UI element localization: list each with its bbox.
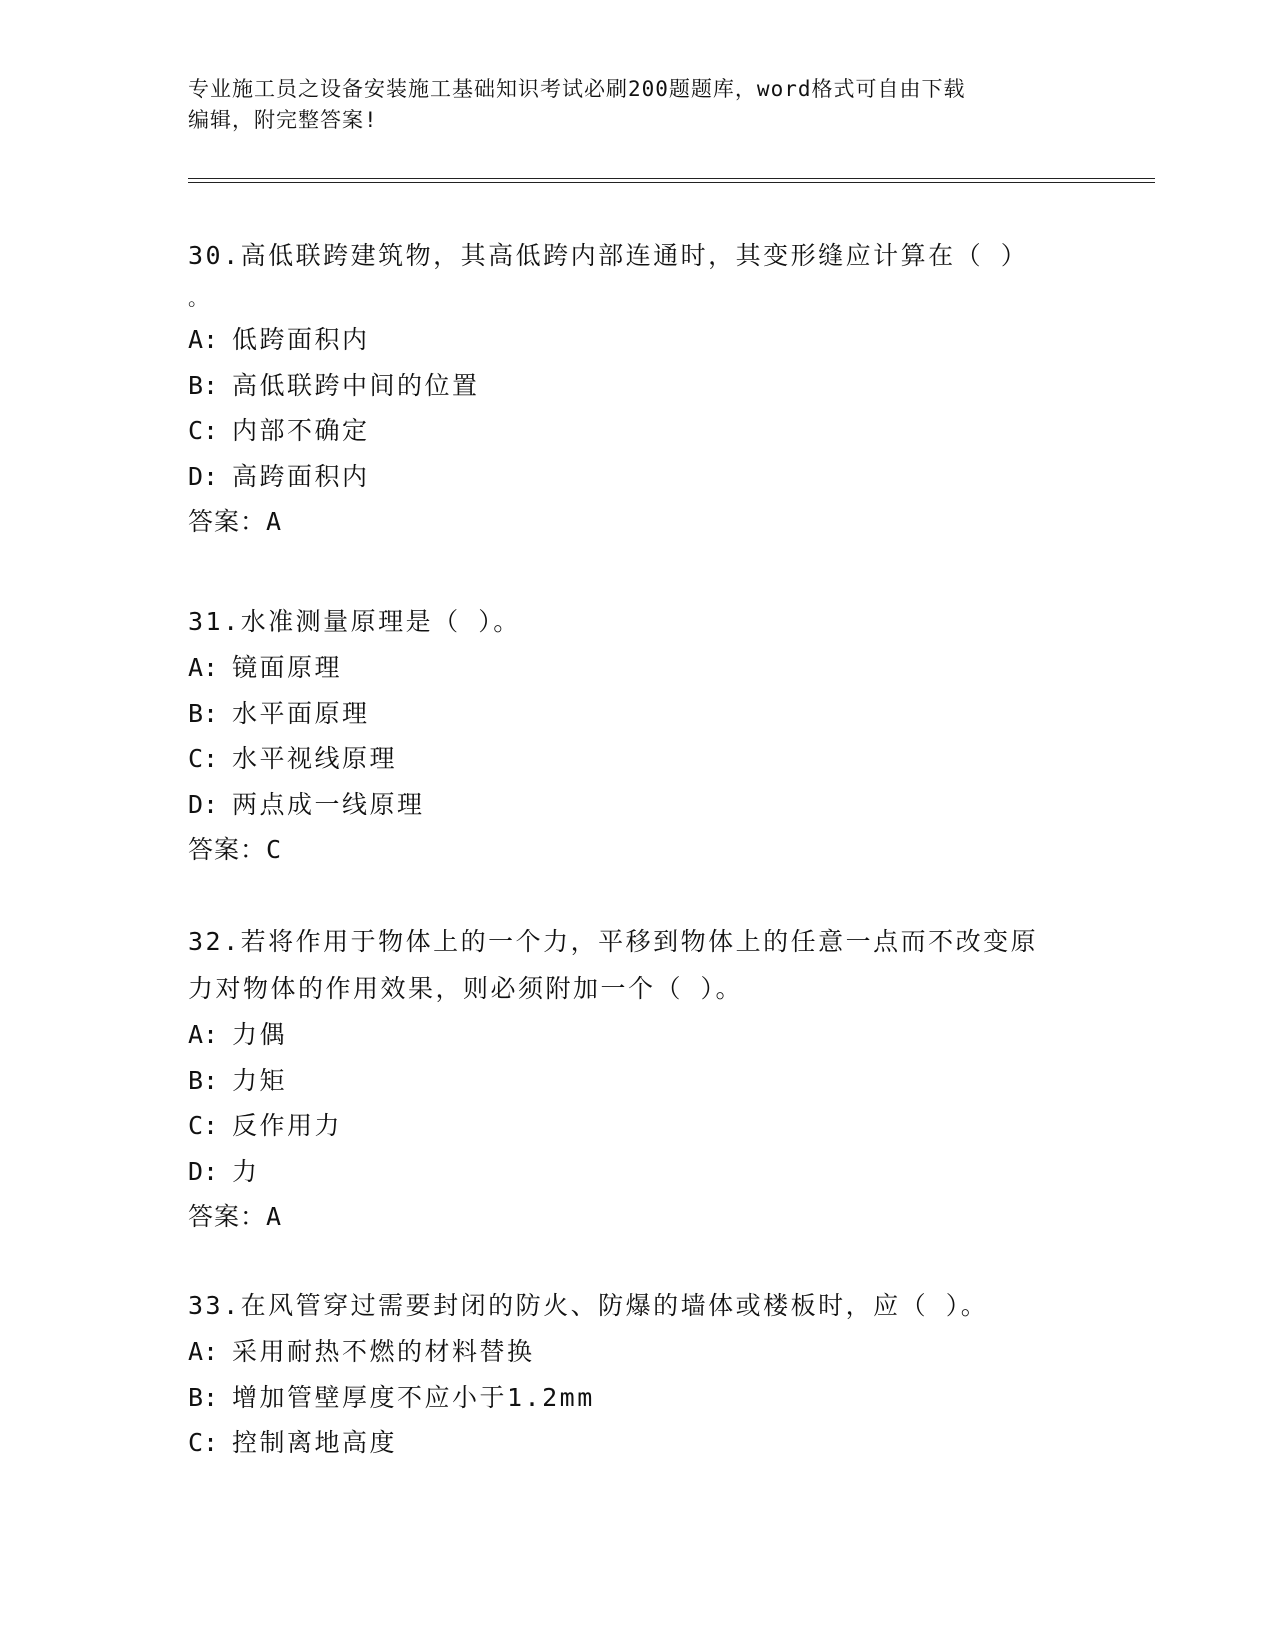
- option-letter: A:: [188, 1337, 219, 1366]
- option-d: [188, 454, 1088, 500]
- question-stem-line: 。: [188, 286, 211, 310]
- answer-label: 答案：: [188, 835, 267, 864]
- option-letter: C:: [188, 416, 219, 445]
- question-32: [188, 918, 1088, 1240]
- option-letter: A:: [188, 325, 219, 354]
- header-divider-bottom: [188, 182, 1155, 183]
- option-text: 水平面原理: [232, 698, 370, 728]
- answer-value: A: [266, 1202, 283, 1231]
- option-letter: D:: [188, 1156, 219, 1186]
- option-text: 水平视线原理: [232, 744, 398, 773]
- option-b: [188, 363, 1088, 409]
- answer-line: [188, 499, 1088, 545]
- question-31: [188, 598, 1088, 873]
- question-stem-line: 30.高低联跨建筑物，其高低跨内部连通时，其变形缝应计算在（ ）: [188, 241, 1029, 270]
- option-a: [188, 1329, 1088, 1375]
- option-b: [188, 691, 1088, 737]
- option-c: [188, 408, 1088, 454]
- option-b: [188, 1058, 1088, 1104]
- document-header: [188, 74, 1088, 136]
- option-letter: B:: [188, 1382, 219, 1412]
- option-letter: B:: [188, 1065, 219, 1095]
- question-stem-line: 33.在风管穿过需要封闭的防火、防爆的墙体或楼板时，应（ ）。: [188, 1291, 989, 1320]
- option-letter: B:: [188, 370, 219, 400]
- option-text: 反作用力: [232, 1111, 343, 1140]
- answer-label: 答案：: [188, 1202, 267, 1231]
- header-line-2: 编辑，附完整答案!: [188, 108, 378, 132]
- option-letter: C:: [188, 1111, 219, 1140]
- question-33: [188, 1282, 1088, 1466]
- option-letter: A:: [188, 653, 219, 682]
- question-stem-line: 力对物体的作用效果，则必须附加一个（ ）。: [188, 974, 744, 1003]
- option-a: [188, 317, 1088, 363]
- answer-label: 答案：: [188, 507, 267, 536]
- option-text: 采用耐热不燃的材料替换: [232, 1337, 535, 1366]
- option-letter: A:: [188, 1020, 219, 1049]
- option-letter: C:: [188, 1428, 219, 1457]
- answer-value: A: [266, 507, 283, 536]
- option-a: [188, 645, 1088, 691]
- option-text: 低跨面积内: [232, 325, 370, 354]
- header-divider-top: [188, 178, 1155, 179]
- option-c: [188, 736, 1088, 782]
- option-letter: D:: [188, 461, 219, 491]
- option-letter: C:: [188, 744, 219, 773]
- option-text: 两点成一线原理: [232, 789, 425, 819]
- option-letter: D:: [188, 789, 219, 819]
- option-text: 高低联跨中间的位置: [232, 370, 480, 400]
- option-b: [188, 1375, 1088, 1421]
- question-stem-line: 31.水准测量原理是（ ）。: [188, 607, 521, 636]
- option-text: 高跨面积内: [232, 461, 370, 491]
- option-c: [188, 1103, 1088, 1149]
- question-30: [188, 232, 1088, 545]
- option-letter: B:: [188, 698, 219, 728]
- option-text: 内部不确定: [232, 416, 370, 445]
- option-text: 力矩: [232, 1065, 288, 1095]
- option-text: 镜面原理: [232, 653, 343, 682]
- answer-value: C: [266, 835, 283, 864]
- option-d: [188, 782, 1088, 828]
- option-text: 力偶: [232, 1020, 288, 1049]
- option-c: [188, 1420, 1088, 1466]
- option-text: 控制离地高度: [232, 1428, 398, 1457]
- answer-line: [188, 1194, 1088, 1240]
- question-stem-line: 32.若将作用于物体上的一个力，平移到物体上的任意一点而不改变原: [188, 927, 1039, 956]
- answer-line: [188, 827, 1088, 873]
- option-text: 增加管壁厚度不应小于1.2mm: [232, 1382, 595, 1412]
- option-d: [188, 1149, 1088, 1195]
- option-text: 力: [232, 1156, 260, 1186]
- header-line-1: 专业施工员之设备安装施工基础知识考试必刷200题题库，word格式可自由下载: [188, 77, 966, 101]
- option-a: [188, 1012, 1088, 1058]
